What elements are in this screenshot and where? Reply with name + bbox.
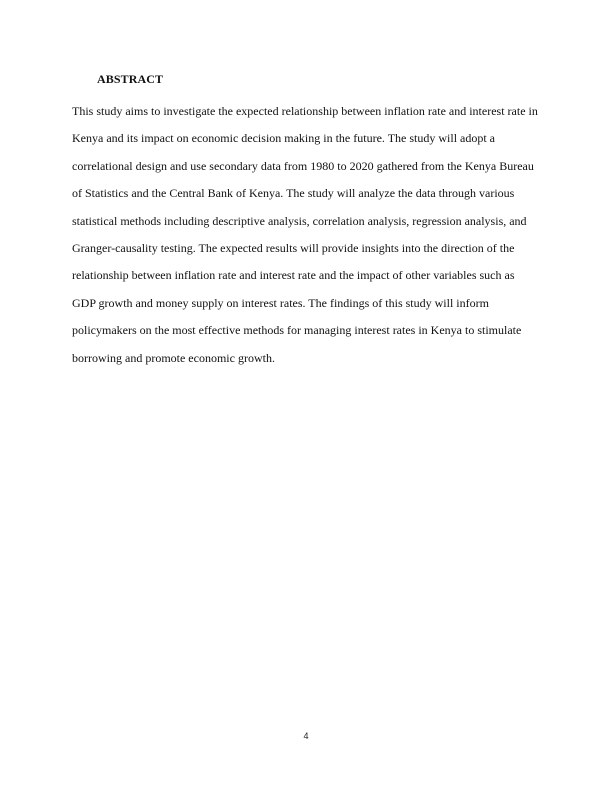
paragraph-line: statistical methods including descriptive analysis, correlation analysis, regression analysis, and <box>72 213 527 228</box>
paragraph-line: This study aims to investigate the expected relationship between inflation rate and interest rate in <box>72 104 538 118</box>
paragraph-line: of Statistics and the Central Bank of Kenya. The study will analyze the data through various <box>72 186 515 201</box>
paragraph-line: Kenya and its impact on economic decision making in the future. The study will adopt a <box>72 131 496 146</box>
page-number: 4 <box>303 731 309 741</box>
paragraph-line: borrowing and promote economic growth. <box>72 350 275 365</box>
paragraph-line: Granger-causality testing. The expected results will provide insights into the direction of the <box>72 240 515 255</box>
abstract-paragraph <box>72 103 552 377</box>
paragraph-line: policymakers on the most effective methods for managing interest rates in Kenya to stimulate <box>72 323 522 338</box>
section-heading: ABSTRACT <box>97 72 164 86</box>
paragraph-line: relationship between inflation rate and interest rate and the impact of other variables such as <box>72 268 515 283</box>
paragraph-line: correlational design and use secondary data from 1980 to 2020 gathered from the Kenya Bureau <box>72 158 534 173</box>
paragraph-line: GDP growth and money supply on interest rates. The findings of this study will inform <box>72 295 489 310</box>
